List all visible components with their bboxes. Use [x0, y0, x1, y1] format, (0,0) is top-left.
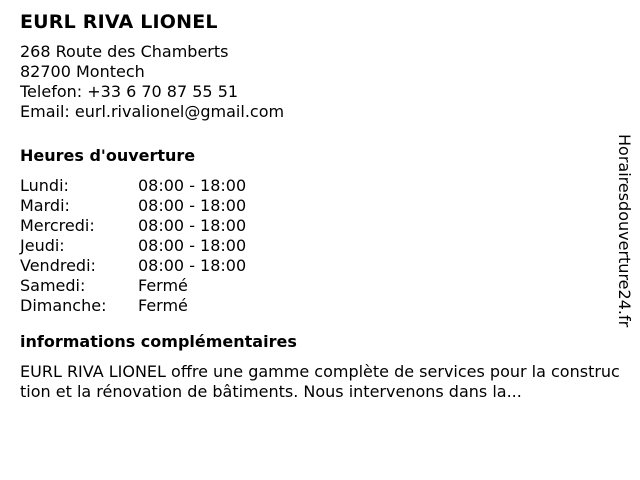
hours-row — [20, 296, 610, 316]
phone-number[interactable]: +33 6 70 87 55 51 — [87, 82, 239, 101]
email-address[interactable]: eurl.rivalionel@gmail.com — [74, 102, 285, 121]
address-block — [20, 42, 610, 122]
email-label: Email: — [20, 102, 70, 121]
hours-time: 08:00 - 18:00 — [138, 216, 247, 235]
hours-time: 08:00 - 18:00 — [138, 236, 247, 255]
hours-row — [20, 216, 610, 236]
hours-time: Fermé — [138, 296, 188, 315]
hours-time: 08:00 - 18:00 — [138, 196, 247, 215]
info-heading: informations complémentaires — [20, 332, 297, 351]
business-card — [20, 10, 620, 402]
hours-table — [20, 176, 610, 316]
hours-time: Fermé — [138, 276, 188, 295]
hours-row — [20, 196, 610, 216]
hours-row — [20, 256, 610, 276]
hours-day: Mercredi: — [20, 216, 95, 235]
email-line — [20, 102, 610, 122]
hours-day: Vendredi: — [20, 256, 96, 275]
address-street: 268 Route des Chamberts — [20, 42, 229, 61]
hours-row — [20, 176, 610, 196]
hours-day: Lundi: — [20, 176, 69, 195]
business-description: EURL RIVA LIONEL offre une gamme complète de services pour la construction et la rénovation de bâtiments. Nous intervenons dans la... — [20, 362, 620, 401]
hours-day: Mardi: — [20, 196, 70, 215]
phone-line — [20, 82, 610, 102]
hours-time: 08:00 - 18:00 — [138, 256, 247, 275]
hours-day: Jeudi: — [20, 236, 65, 255]
site-watermark: Horairesdouverture24.fr — [615, 134, 634, 328]
business-name: EURL RIVA LIONEL — [20, 11, 218, 33]
hours-heading: Heures d'ouverture — [20, 146, 196, 165]
hours-row — [20, 236, 610, 256]
hours-day: Samedi: — [20, 276, 86, 295]
phone-label: Telefon: — [20, 82, 83, 101]
address-city: 82700 Montech — [20, 62, 145, 81]
hours-time: 08:00 - 18:00 — [138, 176, 247, 195]
hours-row — [20, 276, 610, 296]
hours-day: Dimanche: — [20, 296, 107, 315]
